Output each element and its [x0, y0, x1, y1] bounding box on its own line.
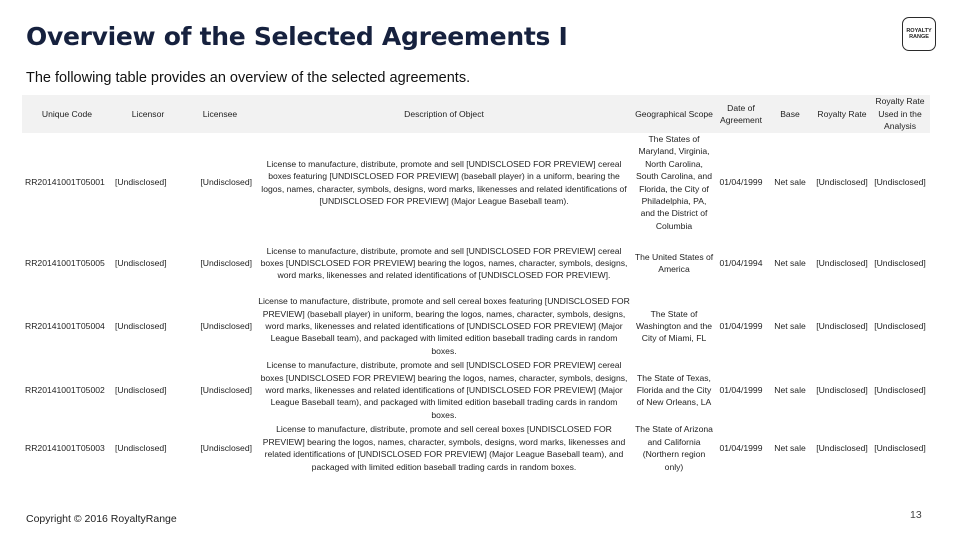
cell-rate-used: [Undisclosed] — [874, 177, 926, 188]
page-number: 13 — [910, 509, 922, 521]
cell-code: RR20141001T05002 — [25, 385, 105, 396]
column-header-licensee: Licensee — [202, 108, 238, 119]
cell-scope: The States of Maryland, Virginia, North Carolina, South Carolina, and Florida, the City of Philadelphia, PA, and the District of Columbia — [636, 134, 712, 231]
cell-licensee: [Undisclosed] — [200, 177, 252, 188]
cell-licensor: [Undisclosed] — [115, 177, 167, 188]
cell-base: Net sale — [774, 321, 806, 332]
cell-rate-used: [Undisclosed] — [874, 385, 926, 396]
cell-description: License to manufacture, distribute, promote and sell cereal boxes [UNDISCLOSED FOR PREVIEW] bearing the logos, names, character, symbols, designs, word marks, likenesses and related identifications of [UNDISCLOSED FOR PREVIEW] (Major League Baseball team), and packaged with limited edition baseball trading cards in random boxes. — [262, 424, 626, 472]
table-row — [22, 358, 930, 422]
column-header-geographical-scope: Geographical Scope — [635, 108, 713, 119]
table-row — [22, 294, 930, 358]
cell-base: Net sale — [774, 385, 806, 396]
cell-rate: [Undisclosed] — [816, 443, 868, 454]
table-row — [22, 133, 930, 232]
table-row — [22, 232, 930, 294]
cell-code: RR20141001T05003 — [25, 443, 105, 454]
cell-code: RR20141001T05005 — [25, 258, 105, 269]
cell-scope: The United States of America — [634, 251, 714, 275]
column-header-unique-code: Unique Code — [41, 108, 93, 119]
cell-licensor: [Undisclosed] — [115, 385, 167, 396]
column-header-licensor: Licensor — [131, 108, 165, 119]
cell-description: License to manufacture, distribute, promote and sell [UNDISCLOSED FOR PREVIEW] cereal boxes [UNDISCLOSED FOR PREVIEW] bearing the logos, names, character, symbols, designs, word marks, likenesses and related identifications of [UNDISCLOSED FOR PREVIEW]. — [260, 245, 628, 281]
cell-licensor: [Undisclosed] — [115, 258, 167, 269]
cell-code: RR20141001T05004 — [25, 321, 105, 332]
cell-rate-used: [Undisclosed] — [874, 443, 926, 454]
cell-scope: The State of Texas, Florida and the City of New Orleans, LA — [636, 372, 712, 408]
title-divider — [26, 59, 934, 60]
cell-licensee: [Undisclosed] — [200, 443, 252, 454]
cell-code: RR20141001T05001 — [25, 177, 105, 188]
royaltyrange-logo — [902, 17, 936, 51]
cell-licensor: [Undisclosed] — [115, 443, 167, 454]
table-row — [22, 422, 930, 474]
cell-description: License to manufacture, distribute, promote and sell [UNDISCLOSED FOR PREVIEW] cereal boxes [UNDISCLOSED FOR PREVIEW] bearing the logos, names, character, symbols, designs, word marks, likenesses and related identifications of [UNDISCLOSED FOR PREVIEW] (Major League Baseball team), and packaged with limited edition baseball trading cards in random boxes. — [260, 360, 628, 420]
column-header-royalty-rate: Royalty Rate — [817, 108, 867, 119]
column-header-date-of-agreement: Date of Agreement — [719, 102, 763, 125]
page-subtitle: The following table provides an overview of the selected agreements. — [26, 70, 471, 86]
cell-rate: [Undisclosed] — [816, 177, 868, 188]
cell-base: Net sale — [774, 177, 806, 188]
cell-description: License to manufacture, distribute, promote and sell cereal boxes featuring [UNDISCLOSED FOR PREVIEW] (baseball player) in uniform, bearing the logos, names, character, symbols, designs, word marks, likenesses and related identifications of [UNDISCLOSED FOR PREVIEW] (Major League Baseball team), and packaged with limited edition baseball trading cards in random boxes. — [258, 296, 630, 356]
cell-licensee: [Undisclosed] — [200, 385, 252, 396]
cell-scope: The State of Washington and the City of Miami, FL — [635, 308, 713, 344]
copyright-footer: Copyright © 2016 RoyaltyRange — [26, 513, 177, 525]
agreements-table — [22, 95, 930, 474]
cell-licensee: [Undisclosed] — [200, 258, 252, 269]
cell-description: License to manufacture, distribute, promote and sell [UNDISCLOSED FOR PREVIEW] cereal boxes featuring [UNDISCLOSED FOR PREVIEW] (baseball player) in a uniform, bearing the logos, names, character, symbols, designs, word marks, likenesses and related identifications of [UNDISCLOSED FOR PREVIEW] (Major League Baseball team). — [261, 158, 627, 207]
column-header-base: Base — [780, 108, 800, 119]
cell-rate: [Undisclosed] — [816, 385, 868, 396]
cell-date: 01/04/1999 — [719, 321, 763, 332]
column-header-description: Description of Object — [404, 108, 484, 119]
logo-line-2: RANGE — [909, 34, 929, 40]
cell-rate: [Undisclosed] — [816, 321, 868, 332]
cell-scope: The State of Arizona and California (Northern region only) — [635, 424, 713, 472]
cell-licensor: [Undisclosed] — [115, 321, 167, 332]
logo-line-1: ROYALTY — [906, 28, 932, 34]
column-header-royalty-rate-used: Royalty Rate Used in the Analysis — [875, 96, 925, 132]
cell-rate-used: [Undisclosed] — [874, 321, 926, 332]
cell-rate: [Undisclosed] — [816, 258, 868, 269]
cell-date: 01/04/1999 — [719, 385, 763, 396]
cell-date: 01/04/1999 — [719, 443, 763, 454]
cell-base: Net sale — [774, 258, 806, 269]
page-title: Overview of the Selected Agreements I — [26, 22, 568, 51]
cell-date: 01/04/1994 — [719, 258, 763, 269]
cell-date: 01/04/1999 — [719, 177, 763, 188]
cell-licensee: [Undisclosed] — [200, 321, 252, 332]
cell-rate-used: [Undisclosed] — [874, 258, 926, 269]
cell-base: Net sale — [774, 443, 806, 454]
table-header-row — [22, 95, 930, 133]
